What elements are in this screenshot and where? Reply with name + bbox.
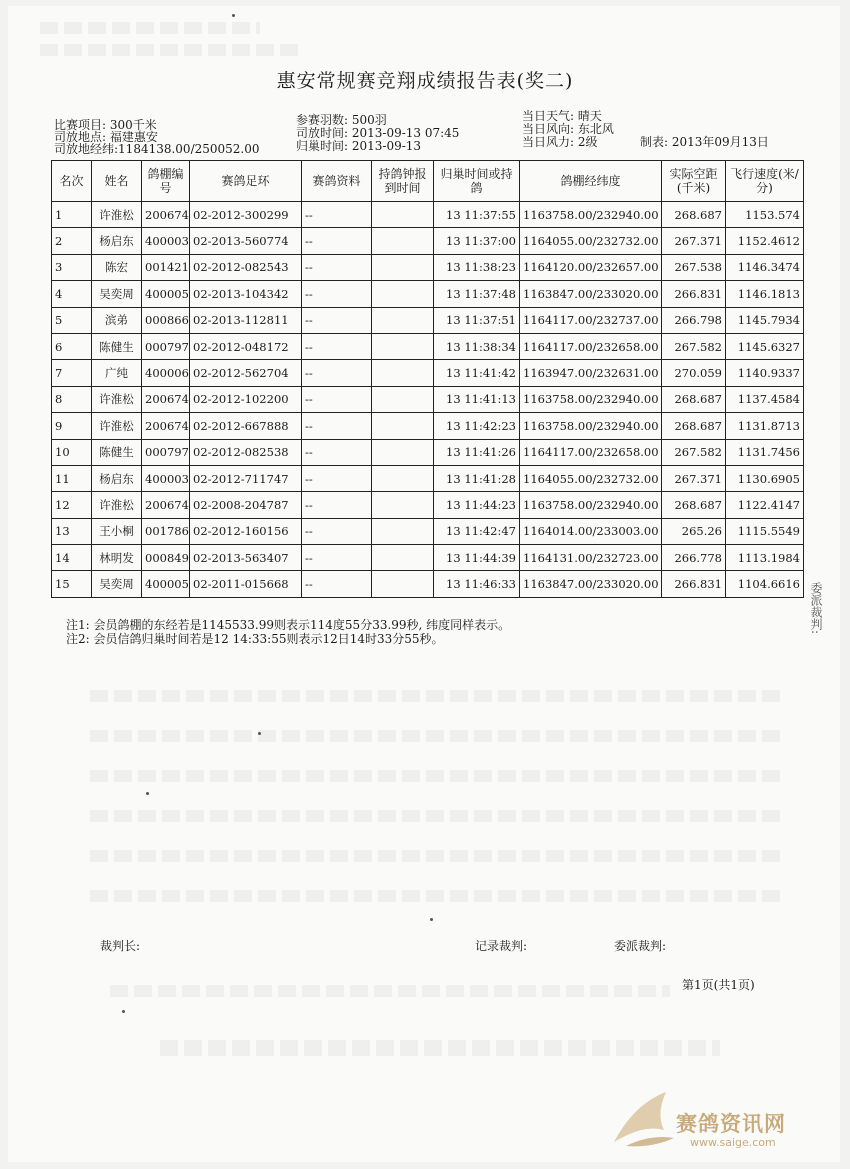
table-row xyxy=(52,518,804,544)
table-cell: 02-2012-102200 xyxy=(190,386,302,412)
table-cell: -- xyxy=(302,386,372,412)
table-cell: 267.582 xyxy=(662,333,726,359)
table-row xyxy=(52,228,804,254)
speck xyxy=(430,918,433,921)
table-cell: 13 11:38:34 xyxy=(434,333,520,359)
table-cell: -- xyxy=(302,228,372,254)
table-cell: 265.26 xyxy=(662,518,726,544)
table-cell xyxy=(372,386,434,412)
table-cell: 266.798 xyxy=(662,307,726,333)
table-cell: 200674 xyxy=(142,492,190,518)
bleed-through-line xyxy=(40,44,300,56)
table-cell: 266.778 xyxy=(662,545,726,571)
page-number: 第1页(共1页) xyxy=(682,978,755,992)
table-cell: 268.687 xyxy=(662,492,726,518)
table-cell: 13 11:37:48 xyxy=(434,281,520,307)
table-cell: 10 xyxy=(52,439,92,465)
table-cell: 13 11:37:00 xyxy=(434,228,520,254)
table-cell: -- xyxy=(302,254,372,280)
column-header: 飞行速度(米/分) xyxy=(726,161,804,202)
table-cell: 267.582 xyxy=(662,439,726,465)
table-cell xyxy=(372,465,434,491)
table-cell: 270.059 xyxy=(662,360,726,386)
table-cell: 266.831 xyxy=(662,281,726,307)
table-cell: 266.831 xyxy=(662,571,726,597)
table-cell xyxy=(372,545,434,571)
table-row xyxy=(52,439,804,465)
table-cell xyxy=(372,281,434,307)
table-cell: 杨启东 xyxy=(92,465,142,491)
table-cell: 000849 xyxy=(142,545,190,571)
release-place: 司放地点: 福建惠安 xyxy=(54,130,158,144)
event-distance: 比赛项目: 300千米 xyxy=(54,118,157,132)
table-cell: 400005 xyxy=(142,571,190,597)
table-header-row xyxy=(52,161,804,202)
table-row xyxy=(52,254,804,280)
table-cell: 1163847.00/233020.00 xyxy=(520,281,662,307)
table-cell: 11 xyxy=(52,465,92,491)
bleed-through-line xyxy=(90,850,780,862)
delegate-referee-label: 委派裁判: xyxy=(614,939,667,953)
table-cell: 许淮松 xyxy=(92,492,142,518)
table-cell: 02-2008-204787 xyxy=(190,492,302,518)
table-cell: 400005 xyxy=(142,281,190,307)
table-cell: 000866 xyxy=(142,307,190,333)
table-cell: 1131.7456 xyxy=(726,439,804,465)
table-cell: 12 xyxy=(52,492,92,518)
table-cell: 杨启东 xyxy=(92,228,142,254)
table-cell: 1164131.00/232723.00 xyxy=(520,545,662,571)
table-cell: -- xyxy=(302,281,372,307)
bleed-through-line xyxy=(90,810,780,822)
table-cell: 1104.6616 xyxy=(726,571,804,597)
table-cell: 400006 xyxy=(142,360,190,386)
table-cell xyxy=(372,254,434,280)
table-cell: -- xyxy=(302,333,372,359)
table-cell: 267.371 xyxy=(662,465,726,491)
table-cell: 1164055.00/232732.00 xyxy=(520,228,662,254)
table-row xyxy=(52,333,804,359)
table-cell: -- xyxy=(302,545,372,571)
table-cell: 02-2013-112811 xyxy=(190,307,302,333)
table-cell: 13 xyxy=(52,518,92,544)
table-cell: 1152.4612 xyxy=(726,228,804,254)
table-cell: 陈宏 xyxy=(92,254,142,280)
table-cell: 02-2012-300299 xyxy=(190,202,302,228)
table-cell xyxy=(372,360,434,386)
table-cell xyxy=(372,333,434,359)
table-cell: 1 xyxy=(52,202,92,228)
table-cell xyxy=(372,439,434,465)
table-cell: 02-2012-160156 xyxy=(190,518,302,544)
table-cell: 02-2012-082543 xyxy=(190,254,302,280)
chief-referee-label: 裁判长: xyxy=(100,939,141,953)
column-header: 持鸽钟报到时间 xyxy=(372,161,434,202)
table-cell: 3 xyxy=(52,254,92,280)
table-cell: 1163947.00/232631.00 xyxy=(520,360,662,386)
speck xyxy=(146,792,149,795)
table-cell: 13 11:41:28 xyxy=(434,465,520,491)
table-cell: 13 11:42:23 xyxy=(434,413,520,439)
wind-direction: 当日风向: 东北风 xyxy=(522,122,614,136)
table-cell: 1115.5549 xyxy=(726,518,804,544)
table-row xyxy=(52,202,804,228)
bleed-through-line xyxy=(160,1040,720,1056)
table-cell: 001786 xyxy=(142,518,190,544)
column-header: 赛鸽资料 xyxy=(302,161,372,202)
table-cell: 200674 xyxy=(142,413,190,439)
table-cell: 000797 xyxy=(142,333,190,359)
table-cell: -- xyxy=(302,307,372,333)
table-cell: 267.538 xyxy=(662,254,726,280)
table-cell: 林明发 xyxy=(92,545,142,571)
table-cell: 1163758.00/232940.00 xyxy=(520,202,662,228)
table-row xyxy=(52,545,804,571)
speck xyxy=(258,732,261,735)
weather: 当日天气: 晴天 xyxy=(522,109,602,123)
table-cell: 02-2012-082538 xyxy=(190,439,302,465)
bleed-through-line xyxy=(90,890,780,902)
table-cell: 13 11:44:39 xyxy=(434,545,520,571)
table-cell: 1146.1813 xyxy=(726,281,804,307)
note-2: 注2: 会员信鸽归巢时间若是12 14:33:55则表示12日14时33分55秒。 xyxy=(66,632,444,646)
table-cell: -- xyxy=(302,439,372,465)
table-cell: 13 11:46:33 xyxy=(434,571,520,597)
table-cell: 13 11:41:26 xyxy=(434,439,520,465)
table-cell: 13 11:41:13 xyxy=(434,386,520,412)
pigeon-count: 参赛羽数: 500羽 xyxy=(296,113,387,127)
table-cell: 许淮松 xyxy=(92,202,142,228)
table-cell xyxy=(372,228,434,254)
table-cell: -- xyxy=(302,518,372,544)
table-cell: 9 xyxy=(52,413,92,439)
table-cell: 13 11:42:47 xyxy=(434,518,520,544)
table-cell: 5 xyxy=(52,307,92,333)
table-cell: 4 xyxy=(52,281,92,307)
table-row xyxy=(52,492,804,518)
table-cell: 1164117.00/232658.00 xyxy=(520,333,662,359)
table-cell: 200674 xyxy=(142,386,190,412)
table-cell: 1140.9337 xyxy=(726,360,804,386)
bleed-through-line xyxy=(40,22,260,34)
table-cell: 13 11:41:42 xyxy=(434,360,520,386)
table-cell: 王小桐 xyxy=(92,518,142,544)
table-cell: 陈健生 xyxy=(92,439,142,465)
table-body xyxy=(52,202,804,598)
table-cell xyxy=(372,413,434,439)
table-cell: 13 11:37:55 xyxy=(434,202,520,228)
table-cell: 02-2012-048172 xyxy=(190,333,302,359)
table-cell: -- xyxy=(302,360,372,386)
speck xyxy=(122,1010,125,1013)
table-cell: 7 xyxy=(52,360,92,386)
notes xyxy=(66,618,510,646)
table-cell: 1153.574 xyxy=(726,202,804,228)
bleed-through-line xyxy=(90,690,780,702)
table-cell: -- xyxy=(302,413,372,439)
table-cell: 1164120.00/232657.00 xyxy=(520,254,662,280)
return-time: 归巢时间: 2013-09-13 xyxy=(296,139,422,153)
column-header: 名次 xyxy=(52,161,92,202)
side-delegate-label: 委派裁判: xyxy=(809,582,823,635)
column-header: 姓名 xyxy=(92,161,142,202)
table-cell: 8 xyxy=(52,386,92,412)
table-row xyxy=(52,307,804,333)
table-cell: 200674 xyxy=(142,202,190,228)
bleed-through-line xyxy=(90,730,780,742)
recording-referee-label: 记录裁判: xyxy=(475,939,528,953)
table-cell: 广纯 xyxy=(92,360,142,386)
table-cell: 吴奕周 xyxy=(92,281,142,307)
table-cell: 02-2012-711747 xyxy=(190,465,302,491)
note-1: 注1: 会员鸽棚的东经若是1145533.99则表示114度55分33.99秒, 纬度同样表示。 xyxy=(66,618,511,632)
table-cell: 13 11:38:23 xyxy=(434,254,520,280)
table-cell: 268.687 xyxy=(662,413,726,439)
wind-force: 当日风力: 2级 xyxy=(522,135,598,149)
table-cell: 1163847.00/233020.00 xyxy=(520,571,662,597)
table-cell: 268.687 xyxy=(662,386,726,412)
table-row xyxy=(52,281,804,307)
bleed-through-line xyxy=(90,770,780,782)
table-cell: -- xyxy=(302,202,372,228)
table-cell: 001421 xyxy=(142,254,190,280)
table-cell: 267.371 xyxy=(662,228,726,254)
table-cell: -- xyxy=(302,465,372,491)
table-cell: 14 xyxy=(52,545,92,571)
column-header: 鸽棚编号 xyxy=(142,161,190,202)
table-cell: 268.687 xyxy=(662,202,726,228)
table-cell: 02-2013-104342 xyxy=(190,281,302,307)
table-row xyxy=(52,413,804,439)
table-cell: -- xyxy=(302,492,372,518)
release-time: 司放时间: 2013-09-13 07:45 xyxy=(296,126,460,140)
table-cell xyxy=(372,518,434,544)
results-table xyxy=(51,160,804,598)
table-cell: 1113.1984 xyxy=(726,545,804,571)
table-row xyxy=(52,386,804,412)
speck xyxy=(232,14,235,17)
table-cell: 许淮松 xyxy=(92,413,142,439)
table-cell: 2 xyxy=(52,228,92,254)
table-cell: 1122.4147 xyxy=(726,492,804,518)
column-header: 归巢时间或持鸽 xyxy=(434,161,520,202)
table-cell: 1145.6327 xyxy=(726,333,804,359)
table-cell: 1130.6905 xyxy=(726,465,804,491)
table-cell: 02-2013-560774 xyxy=(190,228,302,254)
table-cell: 1163758.00/232940.00 xyxy=(520,386,662,412)
table-cell: 02-2011-015668 xyxy=(190,571,302,597)
table-cell: 13 11:37:51 xyxy=(434,307,520,333)
made-date: 制表: 2013年09月13日 xyxy=(640,135,769,149)
bleed-through-line xyxy=(110,985,670,997)
table-cell: 1137.4584 xyxy=(726,386,804,412)
watermark-site-name: 赛鸽资讯网 xyxy=(676,1112,786,1136)
table-cell: 02-2012-562704 xyxy=(190,360,302,386)
report-title: 惠安常规赛竞翔成绩报告表(奖二) xyxy=(276,70,574,92)
table-cell: 1146.3474 xyxy=(726,254,804,280)
table-cell xyxy=(372,307,434,333)
table-cell: 1131.8713 xyxy=(726,413,804,439)
table-cell: 滨弟 xyxy=(92,307,142,333)
table-cell: 400003 xyxy=(142,228,190,254)
table-cell: 1164014.00/233003.00 xyxy=(520,518,662,544)
table-cell: 陈健生 xyxy=(92,333,142,359)
table-cell: 15 xyxy=(52,571,92,597)
column-header: 实际空距(千米) xyxy=(662,161,726,202)
table-cell xyxy=(372,492,434,518)
table-cell: 1163758.00/232940.00 xyxy=(520,413,662,439)
table-cell: 许淮松 xyxy=(92,386,142,412)
table-cell xyxy=(372,571,434,597)
table-cell: 1164055.00/232732.00 xyxy=(520,465,662,491)
table-row xyxy=(52,360,804,386)
table-cell: 02-2013-563407 xyxy=(190,545,302,571)
table-cell: 000797 xyxy=(142,439,190,465)
watermark-url: www.saige.com xyxy=(690,1136,776,1149)
column-header: 赛鸽足环 xyxy=(190,161,302,202)
column-header: 鸽棚经纬度 xyxy=(520,161,662,202)
table-cell: 1164117.00/232658.00 xyxy=(520,439,662,465)
table-cell: 1164117.00/232737.00 xyxy=(520,307,662,333)
table-cell: 6 xyxy=(52,333,92,359)
table-cell: -- xyxy=(302,571,372,597)
table-cell: 1163758.00/232940.00 xyxy=(520,492,662,518)
table-cell: 1145.7934 xyxy=(726,307,804,333)
table-cell xyxy=(372,202,434,228)
release-coords: 司放地经纬:1184138.00/250052.00 xyxy=(54,142,260,156)
table-cell: 吴奕周 xyxy=(92,571,142,597)
table-cell: 13 11:44:23 xyxy=(434,492,520,518)
table-row xyxy=(52,465,804,491)
table-row xyxy=(52,571,804,597)
table-cell: 02-2012-667888 xyxy=(190,413,302,439)
table-cell: 400003 xyxy=(142,465,190,491)
